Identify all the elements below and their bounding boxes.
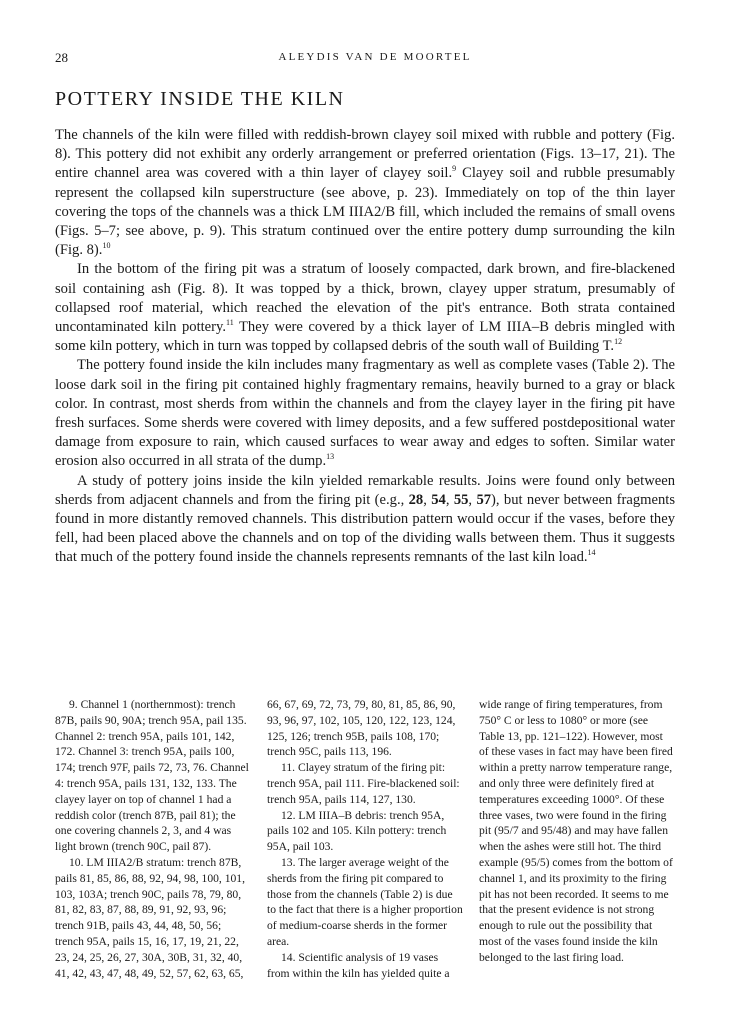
- catalog-ref: 55: [453, 491, 469, 508]
- text-run: ,: [468, 491, 477, 508]
- paragraph-4: [55, 472, 675, 568]
- catalog-ref: 54: [431, 491, 446, 508]
- footnote: 66, 67, 69, 72, 73, 79, 80, 81, 85, 86, 90, 93, 96, 97, 102, 105, 120, 122, 123, 124, 125, 126; trench 95B, pails 108, 170; trench 95C, pails 113, 196.: [267, 698, 456, 759]
- footnote-ref[interactable]: 11: [226, 318, 234, 328]
- text-run: A study of pottery joins inside the kiln yielded remarkable results. Joins were found only between sherds from adjacent channels and from the firing pit (e.g.,: [55, 472, 675, 508]
- text-run: In the bottom of the firing pit was a stratum of loosely compacted, dark brown, and fire-blackened soil containing ash (Fig. 8). It was topped by a thick, brown, clayey upper stratum, presumably of collapsed roof material, which reached the elevation of the pit's entrance. Both strata contained uncontaminated kiln pottery.: [55, 261, 675, 336]
- paragraph-3: [55, 356, 675, 471]
- text-run: The channels of the kiln were filled with reddish-brown clayey soil mixed with rubble and pottery (Fig. 8). This pottery did not exhibit any orderly arrangement or preferred orientation (Figs. 13–17, 21). The entire channel area was covered with a thin layer of clayey soil.: [55, 127, 675, 182]
- paragraph-1: [55, 126, 675, 260]
- paragraph-2: [55, 260, 675, 356]
- body-text: [55, 126, 675, 568]
- footnotes: [55, 697, 675, 981]
- footnote-ref[interactable]: 10: [102, 241, 111, 251]
- footnote-ref[interactable]: 13: [326, 452, 335, 462]
- footnote-column-3: [479, 697, 675, 981]
- footnote-ref[interactable]: 14: [587, 548, 596, 558]
- footnote-ref[interactable]: 9: [452, 164, 457, 174]
- footnote: 10. LM IIIA2/B stratum: trench 87B, pails 81, 85, 86, 88, 92, 94, 98, 100, 101, 103, 103A; trench 90C, pails 78, 79, 80, 81, 82, 83, 87, 88, 89, 91, 92, 93, 96; trench 91B, pails 43, 44, 48, 50, 56; trench 95A, pails 15, 16, 17, 19, 21, 22, 23, 24, 25, 26, 27, 30A, 30B, 31, 32, 40, 41, 42, 43, 47, 48, 49, 52, 57, 62, 63, 65,: [55, 855, 246, 980]
- footnote: 12. LM IIIA–B debris: trench 95A, pails 102 and 105. Kiln pottery: trench 95A, pail 103.: [267, 808, 447, 854]
- text-run: The pottery found inside the kiln includes many fragmentary as well as complete vases (Table 2). The loose dark soil in the firing pit contained highly fragmentary remains, heavily burned to a gray or black color. In contrast, most sherds from within the channels and from the clayey layer in the firing pit have fresh surfaces. Some sherds were covered with limey deposits, and a few suffered postdepositional water damage from exposure to rain, which caused surfaces to wear away and edges to soften. Similar water erosion also occurred in all strata of the dump.: [55, 357, 675, 470]
- text-run: ,: [445, 491, 454, 508]
- section-title: POTTERY INSIDE THE KILN: [55, 88, 345, 110]
- footnote: 9. Channel 1 (northernmost): trench 87B, pails 90, 90A; trench 95A, pail 135. Channel 2: trench 95A, pails 101, 142, 172. Channel 3: trench 95A, pails 100, 174; trench 97F, pails 72, 73, 76. Channel 4: trench 95A, pails 131, 132, 133. The clayey layer on top of channel 1 had a reddish color (trench 87B, pail 81); the one covering channels 2, 3, and 4 was light brown (trench 90C, pail 87).: [55, 698, 249, 854]
- running-head-author: ALEYDIS VAN DE MOORTEL: [278, 51, 472, 63]
- catalog-ref: 57: [476, 491, 492, 508]
- text-run: They were covered by a thick layer of LM IIIA–B debris mingled with some kiln pottery, which in turn was topped by collapsed debris of the south wall of Building T.: [55, 319, 675, 355]
- text-run: ,: [423, 491, 432, 508]
- footnote-column-2: [267, 697, 463, 981]
- footnote: 13. The larger average weight of the sherds from the firing pit compared to those from the channels (Table 2) is due to the fact that there is a higher proportion of medium-coarse sherds in the former area.: [267, 855, 463, 948]
- page-number: 28: [55, 50, 68, 65]
- catalog-ref: 28: [408, 491, 424, 508]
- footnote: 11. Clayey stratum of the firing pit: trench 95A, pail 111. Fire-blackened soil: trench 95A, pails 114, 127, 130.: [267, 761, 460, 806]
- text-run: ), but never between fragments found in more distantly removed channels. This distribution pattern would occur if the vases, before they fell, had been placed above the channels and on top of the dividing walls between them. Thus it suggests that much of the pottery found inside the channels represents remnants of the last kiln load.: [55, 491, 676, 566]
- text-run: Clayey soil and rubble presumably represent the collapsed kiln superstructure (see above, p. 23). Immediately on top of the thin layer covering the tops of the channels was a thick LM IIIA2/B fill, which included the remains of small ovens (Figs. 5–7; see above, p. 9). This stratum continued over the entire pottery dump surrounding the kiln (Fig. 8).: [55, 165, 676, 259]
- footnote-column-1: [55, 697, 251, 981]
- running-head: [55, 50, 695, 70]
- footnote: wide range of firing temperatures, from 750° C or less to 1080° or more (see Table 13, pp. 121–122). However, most of these vases in fact may have been fired within a pretty narrow temperature range, and only three were definitely fired at temperatures exceeding 1000°. Of these three vases, two were found in the firing pit (95/7 and 95/48) and may have fallen when the ashes were still hot. The third example (95/5) comes from the bottom of channel 1, and its proximity to the firing pit has not been recorded. It seems to me that the present evidence is not strong enough to rule out the possibility that most of the vases found inside the kiln belonged to the last firing load.: [479, 698, 673, 964]
- footnote: 14. Scientific analysis of 19 vases from within the kiln has yielded quite a: [267, 950, 450, 980]
- footnote-ref[interactable]: 12: [614, 337, 623, 347]
